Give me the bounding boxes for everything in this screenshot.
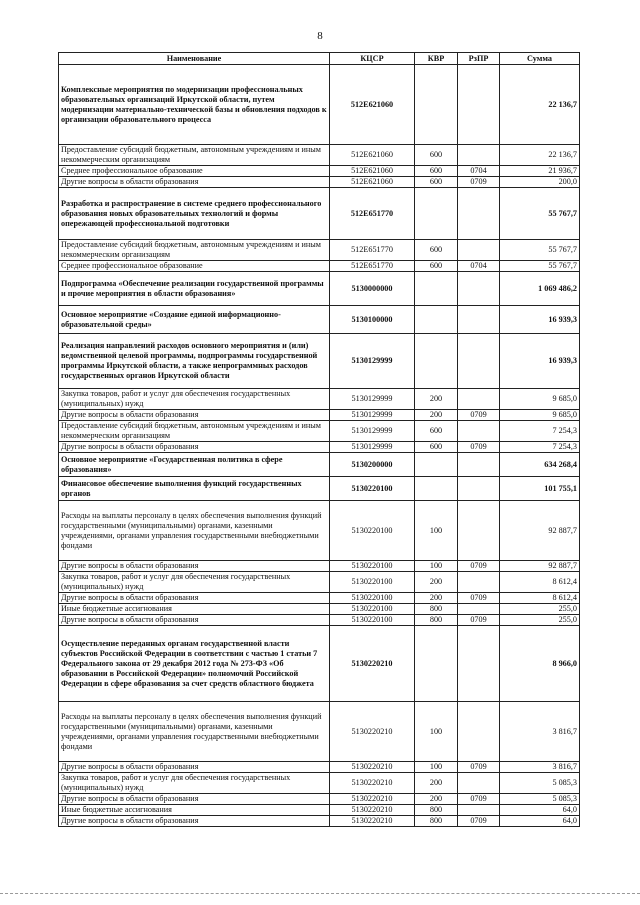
table-row xyxy=(59,389,580,410)
cell-code: 5130129999 xyxy=(330,410,415,421)
cell-kvr: 200 xyxy=(415,773,458,794)
cell-rzpr xyxy=(458,188,500,240)
cell-kvr: 200 xyxy=(415,794,458,805)
cell-rzpr xyxy=(458,805,500,816)
table-row xyxy=(59,626,580,702)
cell-code: 5130220210 xyxy=(330,626,415,702)
cell-sum: 9 685,0 xyxy=(500,410,580,421)
cell-sum: 255,0 xyxy=(500,615,580,626)
cell-kvr: 800 xyxy=(415,615,458,626)
cell-kvr: 600 xyxy=(415,261,458,272)
cell-rzpr xyxy=(458,773,500,794)
cell-name: Среднее профессиональное образование xyxy=(59,166,330,177)
cell-code: 5130220100 xyxy=(330,615,415,626)
cell-name: Разработка и распространение в системе среднего профессионального образования новых образовательных технологий и формы опережающей профессиональной подготовки xyxy=(59,188,330,240)
cell-rzpr: 0704 xyxy=(458,261,500,272)
cell-code: 512E621060 xyxy=(330,177,415,188)
table-row xyxy=(59,334,580,389)
table-row xyxy=(59,240,580,261)
cell-name: Финансовое обеспечение выполнения функций государственных органов xyxy=(59,477,330,501)
cell-name: Предоставление субсидий бюджетным, автономным учреждениям и иным некоммерческим организациям xyxy=(59,240,330,261)
cell-code: 512E651770 xyxy=(330,188,415,240)
cell-rzpr: 0709 xyxy=(458,794,500,805)
cell-code: 5130220210 xyxy=(330,762,415,773)
table-row xyxy=(59,65,580,145)
cell-code: 512E651770 xyxy=(330,261,415,272)
cell-rzpr xyxy=(458,240,500,261)
cell-kvr: 600 xyxy=(415,177,458,188)
cell-name: Комплексные мероприятия по модернизации профессиональных образовательных организаций Иркутской области, путем модернизации материально-технической базы и обновления подходов к организации образовательного процесса xyxy=(59,65,330,145)
cell-code: 5130220100 xyxy=(330,593,415,604)
cell-name: Закупка товаров, работ и услуг для обеспечения государственных (муниципальных) нужд xyxy=(59,773,330,794)
cell-rzpr xyxy=(458,702,500,762)
cell-name: Другие вопросы в области образования xyxy=(59,794,330,805)
table-row xyxy=(59,166,580,177)
cell-kvr xyxy=(415,306,458,334)
cell-rzpr xyxy=(458,477,500,501)
cell-sum: 16 939,3 xyxy=(500,306,580,334)
cell-sum: 5 085,3 xyxy=(500,794,580,805)
cell-rzpr xyxy=(458,389,500,410)
cell-name: Расходы на выплаты персоналу в целях обеспечения выполнения функций государственными (муниципальными) органами, казенными учреждениями, органами управления государственными внебюджетными фондами xyxy=(59,702,330,762)
cell-kvr: 600 xyxy=(415,442,458,453)
cell-name: Подпрограмма «Обеспечение реализации государственной программы и прочие мероприятия в области образования» xyxy=(59,272,330,306)
cell-sum: 64,0 xyxy=(500,816,580,827)
cell-name: Расходы на выплаты персоналу в целях обеспечения выполнения функций государственными (муниципальными) органами, казенными учреждениями, органами управления государственными внебюджетными фондами xyxy=(59,501,330,561)
cell-name: Другие вопросы в области образования xyxy=(59,561,330,572)
cell-code: 5130220210 xyxy=(330,816,415,827)
cell-name: Другие вопросы в области образования xyxy=(59,816,330,827)
cell-kvr xyxy=(415,626,458,702)
cell-code: 5130220210 xyxy=(330,805,415,816)
cell-name: Другие вопросы в области образования xyxy=(59,762,330,773)
budget-table xyxy=(58,52,580,827)
cell-code: 5130220100 xyxy=(330,561,415,572)
cell-sum: 8 612,4 xyxy=(500,593,580,604)
cell-sum: 16 939,3 xyxy=(500,334,580,389)
cell-code: 5130129999 xyxy=(330,334,415,389)
cell-rzpr: 0709 xyxy=(458,410,500,421)
cell-rzpr xyxy=(458,626,500,702)
cell-kvr xyxy=(415,334,458,389)
table-row xyxy=(59,604,580,615)
cell-kvr: 200 xyxy=(415,572,458,593)
bottom-rule xyxy=(0,893,640,894)
table-row xyxy=(59,702,580,762)
cell-kvr: 800 xyxy=(415,805,458,816)
cell-name: Иные бюджетные ассигнования xyxy=(59,805,330,816)
cell-code: 5130129999 xyxy=(330,421,415,442)
table-row xyxy=(59,261,580,272)
header-sum: Сумма xyxy=(500,53,580,65)
cell-sum: 8 612,4 xyxy=(500,572,580,593)
cell-sum: 255,0 xyxy=(500,604,580,615)
cell-sum: 22 136,7 xyxy=(500,145,580,166)
table-row xyxy=(59,805,580,816)
cell-sum: 92 887,7 xyxy=(500,561,580,572)
cell-code: 5130220210 xyxy=(330,773,415,794)
table-row xyxy=(59,272,580,306)
cell-name: Реализация направлений расходов основного мероприятия и (или) ведомственной целевой программы, подпрограммы государственной программы Иркутской области, а также непрограммных расходов государственных органов Иркутской области xyxy=(59,334,330,389)
cell-kvr: 100 xyxy=(415,702,458,762)
table-row xyxy=(59,773,580,794)
cell-sum: 92 887,7 xyxy=(500,501,580,561)
cell-sum: 3 816,7 xyxy=(500,762,580,773)
cell-kvr xyxy=(415,453,458,477)
cell-name: Другие вопросы в области образования xyxy=(59,593,330,604)
table-row xyxy=(59,615,580,626)
cell-name: Закупка товаров, работ и услуг для обеспечения государственных (муниципальных) нужд xyxy=(59,572,330,593)
cell-code: 512E651770 xyxy=(330,240,415,261)
cell-code: 5130129999 xyxy=(330,389,415,410)
cell-code: 5130220100 xyxy=(330,572,415,593)
cell-name: Основное мероприятие «Создание единой информационно-образовательной среды» xyxy=(59,306,330,334)
cell-name: Осуществление переданных органам государственной власти субъектов Российской Федерации в соответствии с частью 1 статьи 7 Федерального закона от 29 декабря 2012 года № 273-ФЗ «Об образовании в Российской Федерации» полномочий Российской Федерации в сфере образования за счет средств областного бюджета xyxy=(59,626,330,702)
cell-sum: 21 936,7 xyxy=(500,166,580,177)
cell-kvr xyxy=(415,188,458,240)
cell-sum: 634 268,4 xyxy=(500,453,580,477)
cell-kvr: 200 xyxy=(415,410,458,421)
cell-sum: 101 755,1 xyxy=(500,477,580,501)
table-row xyxy=(59,410,580,421)
table-row xyxy=(59,306,580,334)
cell-sum: 9 685,0 xyxy=(500,389,580,410)
cell-kvr: 800 xyxy=(415,816,458,827)
cell-rzpr xyxy=(458,572,500,593)
cell-rzpr xyxy=(458,453,500,477)
cell-kvr: 800 xyxy=(415,604,458,615)
cell-rzpr xyxy=(458,501,500,561)
table-row xyxy=(59,762,580,773)
cell-rzpr xyxy=(458,604,500,615)
table-row xyxy=(59,145,580,166)
table-row xyxy=(59,794,580,805)
cell-code: 5130220100 xyxy=(330,477,415,501)
cell-code: 5130220100 xyxy=(330,501,415,561)
cell-rzpr: 0709 xyxy=(458,561,500,572)
cell-code: 5130220210 xyxy=(330,702,415,762)
cell-kvr xyxy=(415,65,458,145)
cell-rzpr: 0709 xyxy=(458,816,500,827)
table-body xyxy=(59,65,580,827)
table-row xyxy=(59,572,580,593)
cell-sum: 8 966,0 xyxy=(500,626,580,702)
cell-kvr: 600 xyxy=(415,240,458,261)
cell-rzpr: 0709 xyxy=(458,762,500,773)
cell-name: Предоставление субсидий бюджетным, автономным учреждениям и иным некоммерческим организациям xyxy=(59,421,330,442)
cell-name: Другие вопросы в области образования xyxy=(59,442,330,453)
cell-sum: 5 085,3 xyxy=(500,773,580,794)
cell-kvr: 100 xyxy=(415,561,458,572)
table-row xyxy=(59,561,580,572)
cell-name: Среднее профессиональное образование xyxy=(59,261,330,272)
cell-rzpr xyxy=(458,272,500,306)
cell-code: 5130000000 xyxy=(330,272,415,306)
table-row xyxy=(59,177,580,188)
cell-kvr: 100 xyxy=(415,762,458,773)
cell-kvr: 600 xyxy=(415,166,458,177)
cell-code: 5130129999 xyxy=(330,442,415,453)
cell-rzpr: 0709 xyxy=(458,177,500,188)
table-header-row xyxy=(59,53,580,65)
cell-name: Закупка товаров, работ и услуг для обеспечения государственных (муниципальных) нужд xyxy=(59,389,330,410)
cell-code: 512E621060 xyxy=(330,65,415,145)
table-row xyxy=(59,442,580,453)
cell-rzpr: 0709 xyxy=(458,593,500,604)
table-row xyxy=(59,188,580,240)
cell-rzpr xyxy=(458,421,500,442)
header-rzpr: РзПР xyxy=(458,53,500,65)
cell-kvr xyxy=(415,272,458,306)
cell-sum: 7 254,3 xyxy=(500,442,580,453)
cell-code: 5130220100 xyxy=(330,604,415,615)
cell-code: 512E621060 xyxy=(330,145,415,166)
cell-name: Иные бюджетные ассигнования xyxy=(59,604,330,615)
cell-rzpr xyxy=(458,306,500,334)
cell-name: Другие вопросы в области образования xyxy=(59,615,330,626)
cell-rzpr xyxy=(458,334,500,389)
cell-name: Основное мероприятие «Государственная политика в сфере образования» xyxy=(59,453,330,477)
cell-rzpr xyxy=(458,65,500,145)
cell-name: Другие вопросы в области образования xyxy=(59,177,330,188)
cell-sum: 55 767,7 xyxy=(500,261,580,272)
cell-code: 5130100000 xyxy=(330,306,415,334)
cell-kvr: 600 xyxy=(415,145,458,166)
cell-code: 512E621060 xyxy=(330,166,415,177)
header-kvr: КВР xyxy=(415,53,458,65)
cell-sum: 55 767,7 xyxy=(500,240,580,261)
cell-name: Предоставление субсидий бюджетным, автономным учреждениям и иным некоммерческим организациям xyxy=(59,145,330,166)
cell-kvr: 100 xyxy=(415,501,458,561)
header-code: КЦСР xyxy=(330,53,415,65)
cell-sum: 64,0 xyxy=(500,805,580,816)
cell-kvr xyxy=(415,477,458,501)
table-row xyxy=(59,816,580,827)
page-number: 8 xyxy=(317,30,323,42)
cell-sum: 3 816,7 xyxy=(500,702,580,762)
cell-rzpr xyxy=(458,145,500,166)
cell-rzpr: 0709 xyxy=(458,615,500,626)
table-row xyxy=(59,477,580,501)
header-name: Наименование xyxy=(59,53,330,65)
cell-rzpr: 0704 xyxy=(458,166,500,177)
cell-kvr: 600 xyxy=(415,421,458,442)
cell-kvr: 200 xyxy=(415,389,458,410)
table-row xyxy=(59,453,580,477)
cell-sum: 7 254,3 xyxy=(500,421,580,442)
table-row xyxy=(59,501,580,561)
cell-sum: 1 069 486,2 xyxy=(500,272,580,306)
cell-code: 5130200000 xyxy=(330,453,415,477)
cell-kvr: 200 xyxy=(415,593,458,604)
cell-rzpr: 0709 xyxy=(458,442,500,453)
cell-sum: 22 136,7 xyxy=(500,65,580,145)
cell-sum: 200,0 xyxy=(500,177,580,188)
cell-code: 5130220210 xyxy=(330,794,415,805)
table-row xyxy=(59,593,580,604)
table-row xyxy=(59,421,580,442)
cell-name: Другие вопросы в области образования xyxy=(59,410,330,421)
cell-sum: 55 767,7 xyxy=(500,188,580,240)
